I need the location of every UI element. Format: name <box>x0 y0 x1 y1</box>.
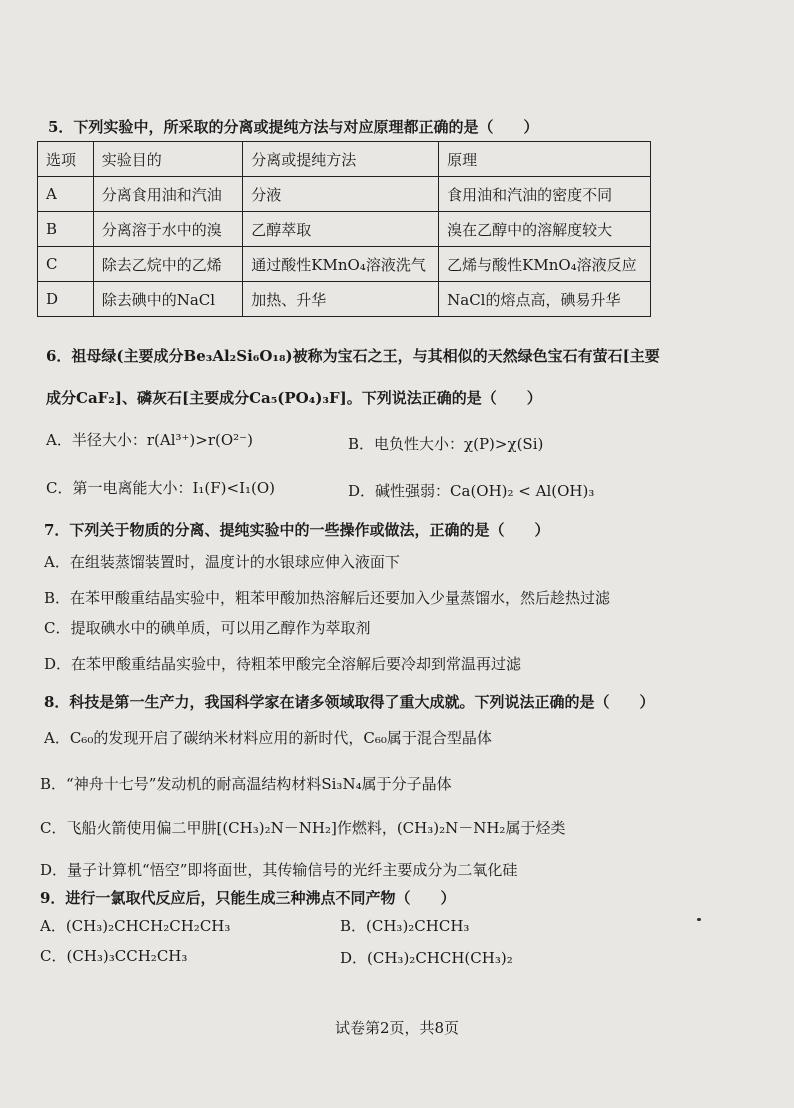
q6-stem-line1: 6．祖母绿(主要成分Be₃Al₂Si₆O₁₈)被称为宝石之王，与其相似的天然绿色宝石有萤石[主要 <box>46 347 660 365</box>
q5-stem: 5．下列实验中，所采取的分离或提纯方法与对应原理都正确的是（ ） <box>48 118 539 136</box>
page-footer: 试卷第2页，共8页 <box>334 1019 460 1037</box>
table-cell: 分液 <box>243 177 439 212</box>
table-header-cell: 选项 <box>38 142 94 177</box>
q7-stem: 7．下列关于物质的分离、提纯实验中的一些操作或做法，正确的是（ ） <box>44 521 550 539</box>
table-cell: B <box>38 212 94 247</box>
table-header-row <box>38 142 651 177</box>
table-cell: 溴在乙醇中的溶解度较大 <box>439 212 651 247</box>
q7-option-a: A．在组装蒸馏装置时，温度计的水银球应伸入液面下 <box>44 553 400 571</box>
q8-option-a: A．C₆₀的发现开启了碳纳米材料应用的新时代，C₆₀属于混合型晶体 <box>44 729 492 747</box>
table-row <box>38 282 651 317</box>
table-cell: 除去碘中的NaCl <box>93 282 243 317</box>
q8-option-c: C．飞船火箭使用偏二甲肼[(CH₃)₂N－NH₂]作燃料，(CH₃)₂N－NH₂属于烃类 <box>40 819 566 837</box>
q6-option-c: C．第一电离能大小：I₁(F)<I₁(O) <box>46 479 276 497</box>
q9-stem: 9．进行一氯取代反应后，只能生成三种沸点不同产物（ ） <box>40 889 456 907</box>
q6-option-b: B．电负性大小：χ(P)>χ(Si) <box>348 435 544 453</box>
table-cell: 通过酸性KMnO₄溶液洗气 <box>243 247 439 282</box>
table-cell: D <box>38 282 94 317</box>
table-cell: 除去乙烷中的乙烯 <box>93 247 243 282</box>
q8-stem: 8．科技是第一生产力，我国科学家在诸多领域取得了重大成就。下列说法正确的是（ ） <box>44 693 655 711</box>
table-row <box>38 177 651 212</box>
table-cell: 食用油和汽油的密度不同 <box>439 177 651 212</box>
q6-option-d: D．碱性强弱：Ca(OH)₂ < Al(OH)₃ <box>348 482 595 500</box>
table-header-cell: 分离或提纯方法 <box>243 142 439 177</box>
q9-option-d: D．(CH₃)₂CHCH(CH₃)₂ <box>340 949 513 967</box>
table-row <box>38 247 651 282</box>
q6-stem-line2: 成分CaF₂]、磷灰石[主要成分Ca₅(PO₄)₃F]。下列说法正确的是（ ） <box>46 389 542 407</box>
q7-option-b: B．在苯甲酸重结晶实验中，粗苯甲酸加热溶解后还要加入少量蒸馏水，然后趁热过滤 <box>44 589 611 607</box>
q5-table <box>37 141 651 317</box>
q9-option-c: C．(CH₃)₃CCH₂CH₃ <box>40 947 188 965</box>
q8-option-d: D．量子计算机“悟空”即将面世，其传输信号的光纤主要成分为二氧化硅 <box>40 861 518 879</box>
table-cell: A <box>38 177 94 212</box>
table-header-cell: 原理 <box>439 142 651 177</box>
table-cell: 分离食用油和汽油 <box>93 177 243 212</box>
table-row <box>38 212 651 247</box>
ink-speck <box>697 918 701 921</box>
table-cell: 分离溶于水中的溴 <box>93 212 243 247</box>
q7-option-c: C．提取碘水中的碘单质，可以用乙醇作为萃取剂 <box>44 619 371 637</box>
q6-option-a: A．半径大小：r(Al³⁺)>r(O²⁻) <box>46 431 253 449</box>
table-cell: C <box>38 247 94 282</box>
table-cell: 乙烯与酸性KMnO₄溶液反应 <box>439 247 651 282</box>
table-cell: 加热、升华 <box>243 282 439 317</box>
table-header-cell: 实验目的 <box>93 142 243 177</box>
table-cell: NaCl的熔点高，碘易升华 <box>439 282 651 317</box>
table-cell: 乙醇萃取 <box>243 212 439 247</box>
q9-option-b: B．(CH₃)₂CHCH₃ <box>340 917 470 935</box>
q9-option-a: A．(CH₃)₂CHCH₂CH₂CH₃ <box>40 917 231 935</box>
q8-option-b: B．“神舟十七号”发动机的耐高温结构材料Si₃N₄属于分子晶体 <box>40 775 452 793</box>
q7-option-d: D．在苯甲酸重结晶实验中，待粗苯甲酸完全溶解后要冷却到常温再过滤 <box>44 655 522 673</box>
